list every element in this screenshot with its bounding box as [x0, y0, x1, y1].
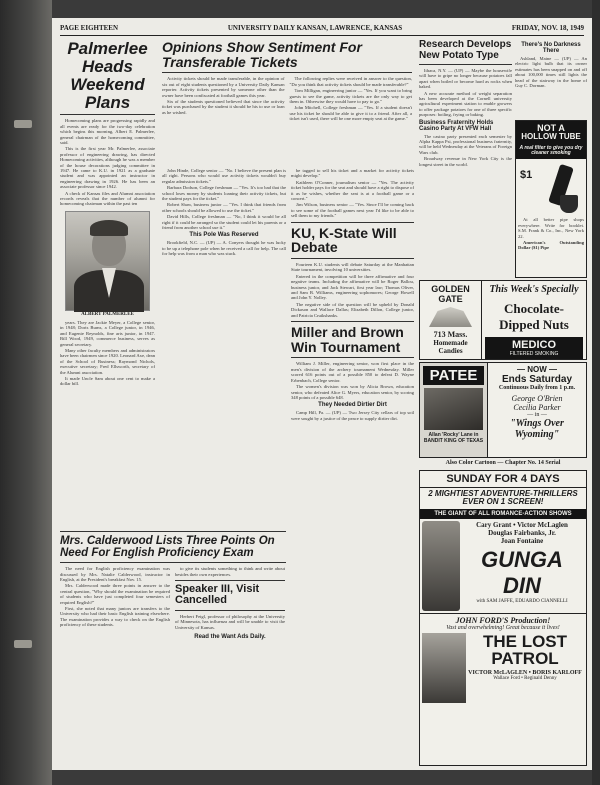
film2-title: THE LOST PATROL [482, 631, 568, 668]
star1: George O'Brien [511, 394, 563, 403]
vast-tag: Vast and overwhelming! Great because it lives! [446, 624, 560, 631]
darkness-title: There's No Darkness There [521, 42, 581, 54]
palmerlee-headline: Palmerlee Heads Weekend Plans [67, 40, 148, 112]
medico-tag3: A real filter to give you dry cleaner smoking [519, 144, 583, 157]
medico-tag2: HOLLOW TUBE [521, 132, 581, 142]
page-header [60, 24, 584, 36]
opinions-lead: Activity tickets should be made transferable, in the opinion of six out of eight students questioned by a University Daily Kansan reporter. Activity tickets presented by someone other than the owner have been confiscated at football games this year. Six of the students questioned believed that since the activity ticket was purchased by the student it should be his to use or loan as he wished. The following replies were received in answer to the question, "Do you think that activity tickets should be made transferable?" Tom Milligan, engineering junior — "Yes. If you want to bring guests to see the game, activity tickets are the only way to get them in. Otherwise they would have to pay to go." John Mitchell, College freshman — "Yes. If a student doesn't use his ticket he should be able to give it to a friend. After all, a ticket isn't used, there will be one more empty seat at the game." [162, 76, 412, 122]
palmerlee-body-continued: years. They are Jackie Meyer, a College senior, in 1948; Doris Burns, a College junior, in 1946, and Eugenie Reynolds, fine arts junior, in 1947. Bill Wood, 1949, commerce business, serves as general secretary. Many other faculty members and administrators have been chairmen since 1920. Leonard Axe, dean of the School of Business; Raymond Nichols, executive secretary; Fred Ellsworth, secretary of the Alumni association. It made Uncle Sam about one cent to make a dollar bill. [60, 319, 155, 387]
gate-illustration [429, 307, 472, 327]
stars-line3: Joan Fontaine [500, 536, 544, 545]
special-label: This Week's Specially [489, 284, 579, 295]
binding-clip [14, 120, 32, 128]
speaker-headline: Speaker III, Visit Cancelled [175, 582, 260, 607]
patee-feature: Allan 'Rocky' Lane in BANDIT KING OF TEXAS [423, 432, 484, 444]
medico-brand: MEDICO [512, 339, 556, 351]
golden-gate-ad [419, 280, 587, 360]
ends-label: Ends Saturday [501, 374, 573, 385]
patee-also: Also Color Cartoon — Chapter No. 14 Serial [445, 460, 561, 466]
opinions-article-top [162, 40, 412, 168]
medico-price: $1 [520, 169, 533, 182]
gunga-din-illustration [422, 521, 460, 611]
palmerlee-article [60, 40, 155, 525]
film1-title: GUNGA DIN [481, 546, 563, 598]
star2: Cecilia Parker [513, 403, 561, 412]
medico-brand-sub: FILTERED SMOKING [509, 351, 559, 357]
research-article: Research Develops New Potato Type Ithaca, N.Y. — (UP) — Maybe the housewife will have to gripe no longer because potatoes fall apart when boiled or become hard as rocks when baked. A new accurate method of weight separation has been developed at the Cornell university agricultural experiment station to enable growers to offer package potatoes for one of three specific purposes: boiling, frying or baking. Business Fraternity Holds Casino Party At VFW Hall The casino party presented each semester by Alpha Kappa Psi, professional business fraternity, will be held Wednesday at the Veterans of Foreign Wars club. Broadway revenue in New York City is the longest street in the world. [419, 40, 512, 167]
stars-line2: Douglas Fairbanks, Jr. [488, 528, 556, 537]
lost-patrol-illustration [422, 633, 466, 703]
kstate-headline: KU, K-State Will Debate [291, 224, 397, 256]
research-headline: Research Develops New Potato Type [419, 40, 512, 61]
palmerlee-body: Homecoming plans are progressing rapidly and all events are ready for the two-day celebration which begins this morning, Albert E. Palmerlee, general chairman of the homecoming committee, said. This is the first year Mr. Palmerlee, associate professor of engineering drawing, has directed Homecoming activities, although he was a member of the house decorations judging committee in 1947. He came to K.U. in 1921 as a graduate student and was appointed an instructor in engineering drawing in 1926. He has been an associate professor since 1942. A check of Kansas files and Alumni association records reveals that the number of alumni for homecoming chairman within the past ten [60, 118, 155, 207]
calderwood-body: The need for English proficiency examination was discussed by Mrs. Natalie Calderwood, instructor in English, at the President's breakfast Nov. 15. Mrs. Calderwood made three points in answer to the central question, "Why should the examination be required of students who have just completed four semesters of required English?" First, she noted that many juniors are transfers to the University who had their basic English training elsewhere. The examination provides a way to check on the English proficiency of these students. [60, 566, 170, 628]
paper-title: UNIVERSITY DAILY KANSAN, LAWRENCE, KANSAS [227, 24, 403, 32]
binding-clip [14, 640, 32, 648]
medico-line: American's Outstanding Dollar ($1) Pipe [518, 239, 584, 251]
ford-label: JOHN FORD'S Production! [420, 613, 586, 625]
dirt-subhead: They Needed Dirtier Dirt [318, 402, 387, 409]
kstate-debate-column: be tagged to sell his ticket and a market for activity tickets might develop." Kathleen O'Conner, journalism senior — "Yes. The activity ticket holder pays for the seat and should have a right to dispose of it as he wishes, whether the seat is at a football game or a concert." Jim Wilson, business senior — "Yes. Since I'll be coming back to see some of the football games next year I'd like to be able to sell them to my friends." KU, K-State Will Debate Fourteen K.U. students will debate Saturday at the Manhattan State tournament, involving 10 universities. Entered in the competition will be three affirmative and four negative teams. Including the affirmative will be Roger Ballou, business junior, and Jack Stewart, first year law; Thomas Oliver, and Sam B. Williams, engineering sophomores; George Howell and John Y. Nolley. The negative side of the question will be upheld by Donald Dickason and Wallace Dallas; Elizabeth Dillon, College junior, and Patricia Cruikshanks. Miller and Brown Win Tournament William J. Miller, engineering senior, won first place in the men's division of the archery tournament Wednesday. Miller scored 616 points out of a possible 850 to defeat D. Wayne Erbenbach, College senior. The women's division was won by Alicia Brown, education senior, who defeated Alice G. Myers, education senior, by scoring 348 points of a possible 648. They Needed Dirtier Dirt Camp Hill, Pa. — (UP) — Two Jersey City cellars of top soil were sought by a justice of the peace to supply dirtier dirt. [291, 168, 414, 421]
pipe-illustration [516, 159, 586, 217]
in-label: — in — [527, 412, 547, 418]
sunday-tagline: 2 MIGHTIEST ADVENTURE-THRILLERS EVER ON 1 SCREEN! [428, 489, 578, 507]
fraternity-subhead: Business Fraternity Holds Casino Party At VFW Hall [419, 119, 494, 132]
palmerlee-photo [65, 211, 150, 311]
golden-gate-tagline: Homemade Candies [433, 339, 468, 355]
medico-tag1: NOT A [537, 123, 565, 133]
book-binding [0, 0, 52, 785]
film1-sub: with SAM JAFFE, EDUARDO CIANNELLI [476, 598, 568, 604]
right-column: There's No Darkness There Ashland, Maine — (UP) — An electric light bulb that its owner estimates has been snapped on and off about 100,000 times still lights the head of the stairway in the home of Guy C. Dorman. [515, 42, 587, 89]
medico-ad [515, 120, 587, 278]
sunday-banner: SUNDAY FOR 4 DAYS [420, 471, 586, 488]
golden-gate-name: GOLDEN GATE [431, 284, 470, 304]
miller-headline: Miller and Brown Win Tournament [291, 324, 404, 355]
patee-ad [419, 362, 587, 458]
issue-date: FRIDAY, NOV. 18, 1949 [511, 24, 584, 32]
jinx-subhead: This Pole Was Reserved [189, 232, 259, 239]
special-item: Chocolate-Dipped Nuts [499, 301, 569, 332]
now-label: — NOW — [517, 365, 557, 374]
patee-logo: PATEE [423, 366, 484, 385]
film2-sub: Wallace Ford • Reginald Denny [493, 675, 557, 681]
want-ads-note: Read the Want Ads Daily. [194, 634, 266, 641]
stars-line1: Cary Grant • Victor McLaglen [476, 520, 568, 529]
opinions-headline: Opinions Show Sentiment For Transferable Tickets [162, 40, 362, 70]
page-number: PAGE EIGHTEEN [60, 24, 119, 32]
sunday-ad [419, 470, 587, 766]
newspaper-page [52, 18, 592, 770]
patee-title: "Wings Over Wyoming" [510, 418, 564, 440]
giant-label: THE GIANT OF ALL ROMANCE-ACTION SHOWS [420, 509, 586, 519]
medico-ad-text: At all better pipe shops everywhere. Write for booklet. S.M. Frank & Co., Inc., New York 22. [518, 217, 584, 239]
opinions-replies: John Hinde, College senior — "No. I believe the present plan is all right. Persons who would use activity tickets wouldn't buy regular admission tickets." Barbara Dodson, College freshman — "Yes. It's too bad that the school loses money by students loaning their activity tickets, but the student pays for the ticket." Robert Shaw, business junior — "Yes. I think that friends from other schools should be allowed to use the ticket." David Hills, College freshman — "No, I think it would be all right if it could be arranged so the student could let his parents or a friend from another school use it." This Pole Was Reserved Brookfield, N.C. — (UP) — A. Conyers thought he was lucky to be up a telephone pole when he received a call for help. The call for help was from a man who was stuck. [162, 168, 286, 257]
calderwood-article: Mrs. Calderwood Lists Three Points On Need For English Proficiency Exam The need for English proficiency examination was discussed by Mrs. Natalie Calderwood, instructor in English, at the President's breakfast Nov. 15. Mrs. Calderwood made three points in answer to the central question, "Why should the examination be required of students who have just completed four semesters of required English?" First, she noted that many juniors are transfers to the University who had their basic English training elsewhere. The examination provides a way to check on the English proficiency of these students. to give its students something to think and write about besides their own experiences. Speaker III, Visit Cancelled Herbert Feigl, professor of philosophy at the University of Minnesota, has influenza and will be unable to visit the University of Kansas. Read the Want Ads Daily. [60, 528, 286, 768]
page-edge-shadow [592, 0, 600, 785]
western-illustration [424, 388, 483, 430]
calderwood-headline: Mrs. Calderwood Lists Three Points On Need For English Proficiency Exam [60, 535, 275, 560]
film2-stars: VICTOR McLAGLEN • BORIS KARLOFF [468, 669, 582, 676]
continuous-label: Continuous Daily from 1 p.m. [498, 385, 576, 391]
golden-gate-address: 713 Mass. [433, 330, 468, 339]
photo-caption: ALBERT PALMERLEE [81, 311, 134, 317]
